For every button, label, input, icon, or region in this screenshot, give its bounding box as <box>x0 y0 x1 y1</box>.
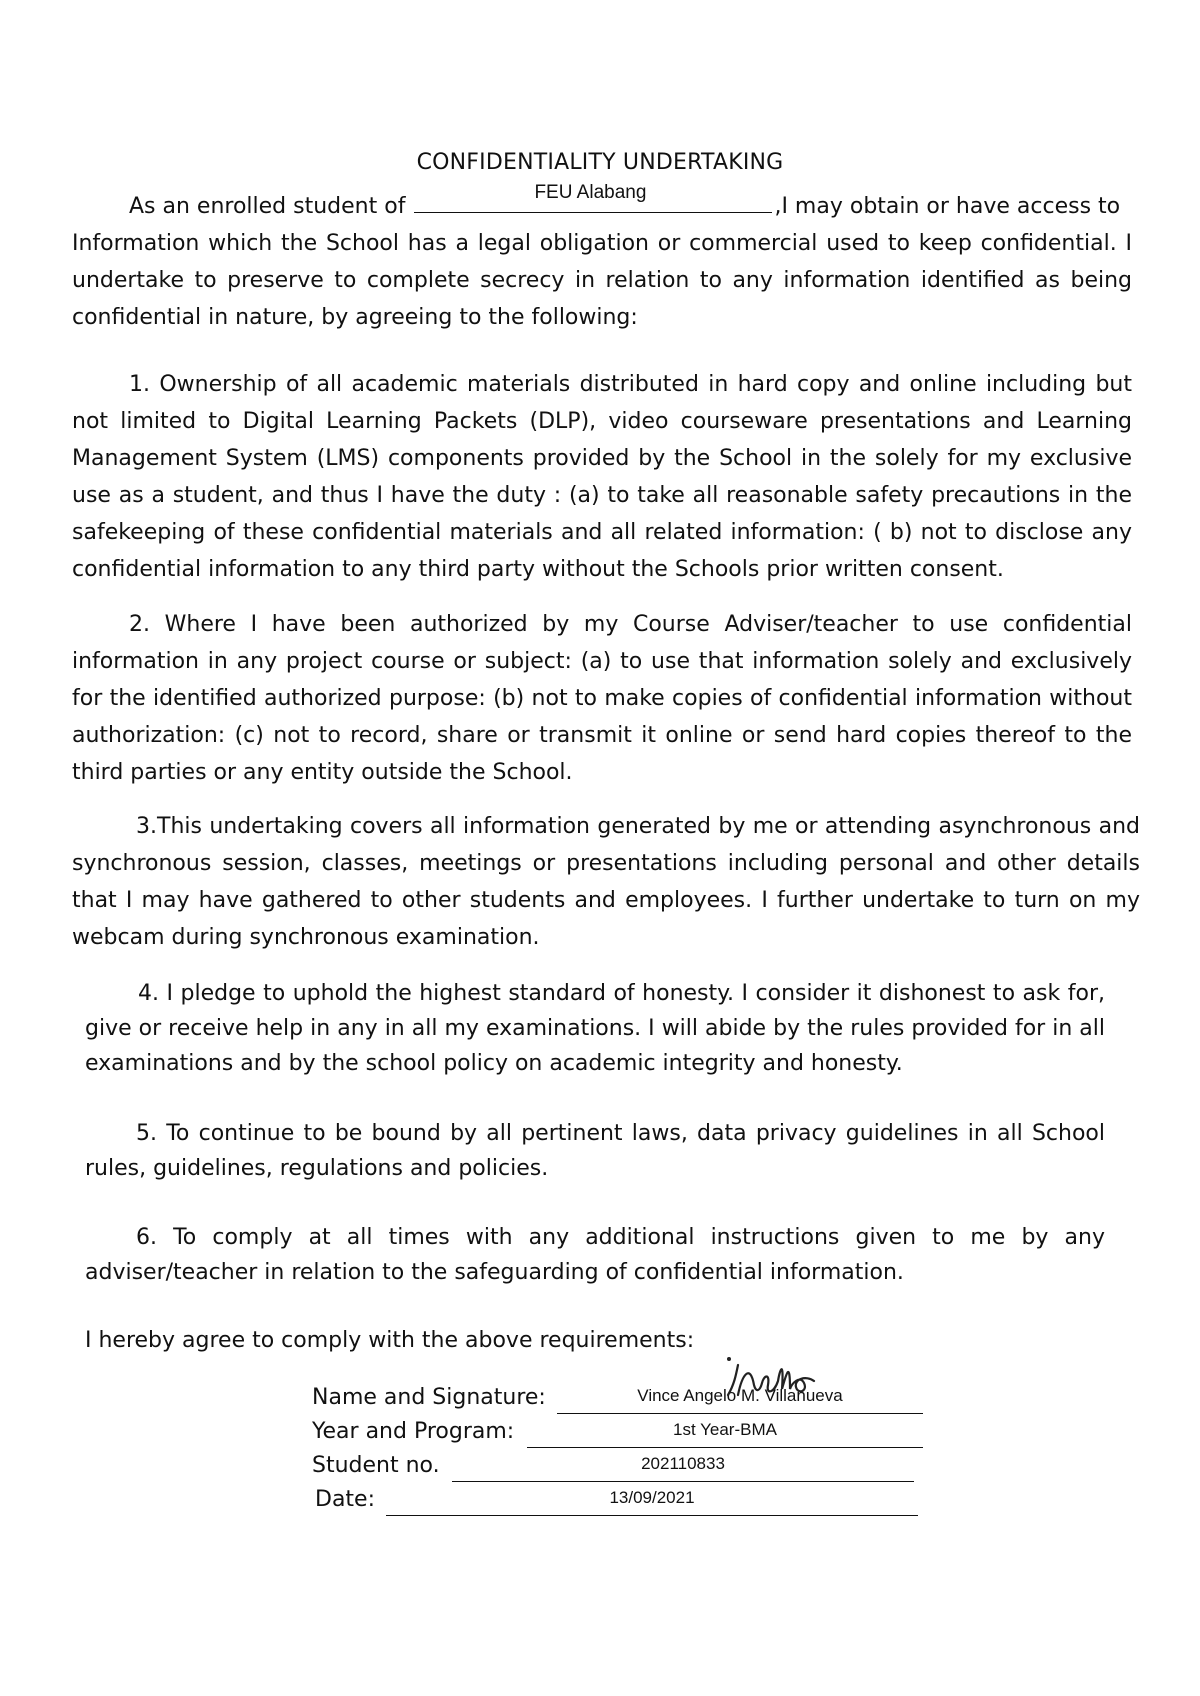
field-row-student-no <box>312 1453 932 1487</box>
agreement-text: I hereby agree to comply with the above requirements: <box>85 1328 695 1353</box>
item-text: To continue to be bound by all pertinent laws, data privacy guidelines in all School rules, guidelines, regulations and policies. <box>85 1121 1105 1181</box>
item-text: This undertaking covers all information generated by me or attending asynchronous and synchronous session, classes, meetings or presentations including personal and other details that I may have gathered to other students and employees. I further undertake to turn on my webcam during synchronous examination. <box>72 814 1140 950</box>
field-value-date: 13/09/2021 <box>609 1488 695 1507</box>
school-blank <box>414 182 772 213</box>
item-number: 1. <box>129 372 150 397</box>
field-label-student-no: Student no. <box>312 1453 440 1478</box>
signature-mark <box>720 1355 820 1403</box>
field-value-student-no: 202110833 <box>641 1454 725 1473</box>
intro-first-line <box>72 182 1132 225</box>
item-5 <box>85 1116 1105 1186</box>
item-number: 6. <box>136 1225 157 1250</box>
field-value-year-program: 1st Year-BMA <box>673 1420 777 1439</box>
item-text: Ownership of all academic materials distributed in hard copy and online including but not limited to Digital Learning Packets (DLP), video courseware presentations and Learning Management System (LMS) components provided by the School in the solely for my exclusive use as a student, and thus I have the duty : (a) to take all reasonable safety precautions in the safekeeping of these confidential materials and all related information: ( b) not to disclose any confidential information to any third party without the Schools prior written consent. <box>72 372 1132 582</box>
item-text: Where I have been authorized by my Course Adviser/teacher to use confidential information in any project course or subject: (a) to use that information solely and exclusively for the identified authorized purpose: (b) not to make copies of confidential information without authorization: (c) not to record, share or transmit it online or send hard copies thereof to the third parties or any entity outside the School. <box>72 612 1132 785</box>
field-line-date <box>386 1487 918 1516</box>
field-row-date <box>312 1487 932 1521</box>
item-number: 3. <box>136 814 157 839</box>
item-6 <box>85 1220 1105 1290</box>
field-row-year-program <box>312 1419 932 1453</box>
item-2 <box>72 606 1132 791</box>
item-4 <box>85 976 1105 1081</box>
item-number: 4. <box>138 981 159 1006</box>
intro-paragraph <box>72 182 1132 336</box>
field-label-date: Date: <box>315 1487 375 1512</box>
field-label-year-program: Year and Program: <box>312 1419 515 1444</box>
school-filled-value: FEU Alabang <box>534 182 647 203</box>
document-title: CONFIDENTIALITY UNDERTAKING <box>416 150 784 175</box>
item-number: 5. <box>136 1121 157 1146</box>
field-value-name: Vince Angelo M. Villanueva <box>637 1386 843 1405</box>
item-number: 2. <box>129 612 150 637</box>
intro-rest: Information which the School has a legal obligation or commercial used to keep confidential. I undertake to preserve to complete secrecy in relation to any information identified as being confidential in nature, by agreeing to the following: <box>72 231 1132 330</box>
field-label-name: Name and Signature: <box>312 1385 546 1410</box>
item-3 <box>72 808 1140 956</box>
field-line-year-program <box>527 1419 923 1448</box>
item-text: I pledge to uphold the highest standard of honesty. I consider it dishonest to ask for, give or receive help in any in all my examinations. I will abide by the rules provided for in all examinations and by the school policy on academic integrity and honesty. <box>85 981 1105 1076</box>
field-row-name <box>312 1385 932 1419</box>
item-1 <box>72 366 1132 588</box>
field-line-student-no <box>452 1453 914 1482</box>
intro-suffix: ,I may obtain or have access to <box>774 194 1121 219</box>
intro-prefix: As an enrolled student of <box>129 194 406 219</box>
item-text: To comply at all times with any additional instructions given to me by any adviser/teacher in relation to the safeguarding of confidential information. <box>85 1225 1105 1285</box>
